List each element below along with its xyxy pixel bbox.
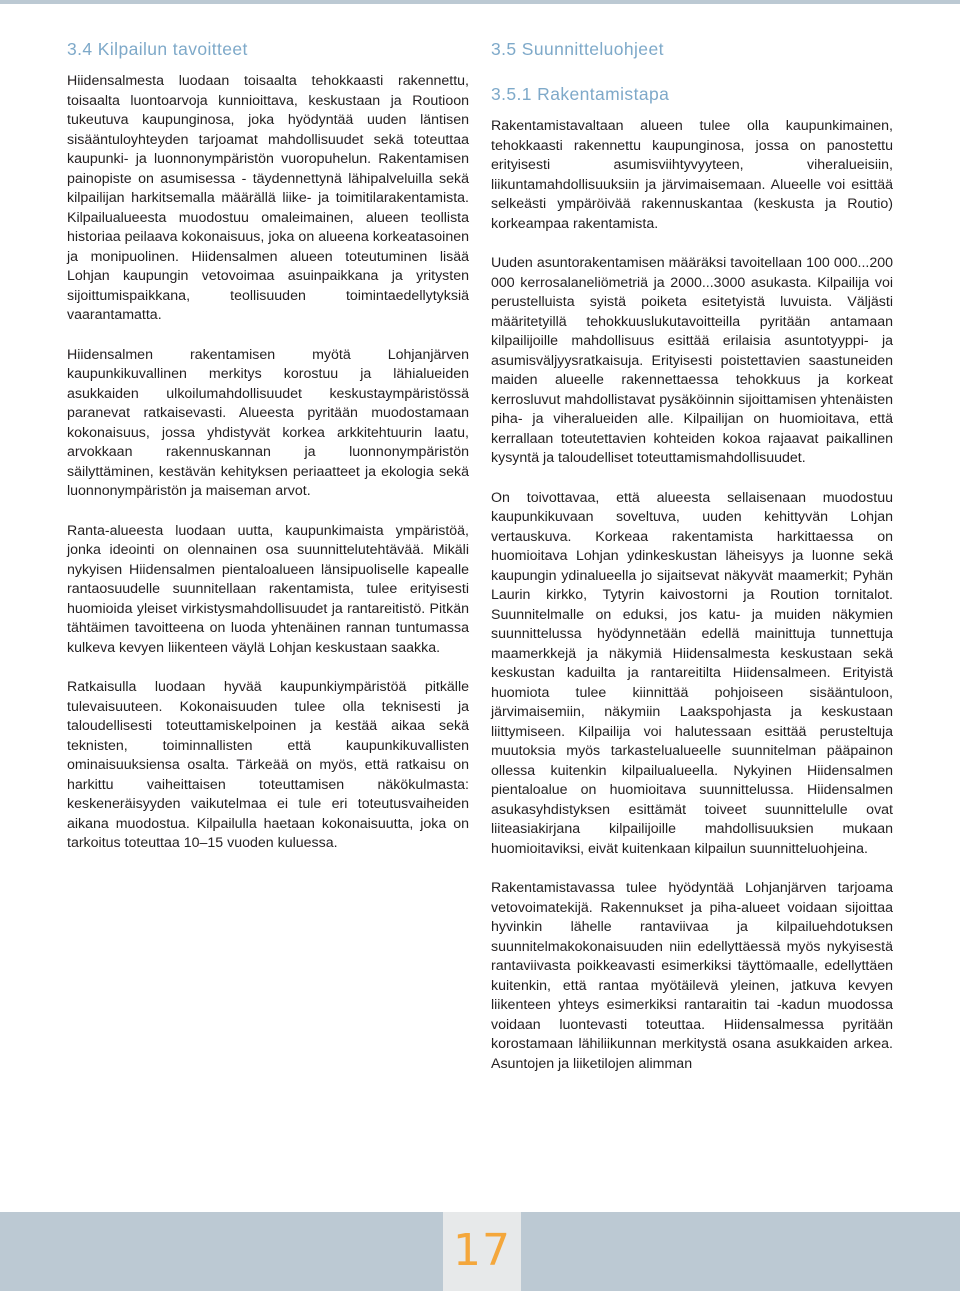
page-number-box	[443, 1212, 521, 1291]
paragraph: Uuden asuntorakentamisen määräksi tavoitellaan 100 000...200 000 kerrosalaneliömetriä ja 2000...3000 asukasta. Kilpailija voi perustelluista syistä poiketa esitetyistä luvuista. Väljästi määritetyillä tehokkuuslukutavoitteilla pyritään antamaan kilpailijoille mahdollisuus esittää erilaisia asuntotyyppi- ja asumisväljyysratkaisuja. Erityisesti poistettavien saastuneiden maiden alueelle rakennettaessa tehokkuus ja korkeat kerrosluvut mahdollistavat pysäköinnin sijoittamisen yhtenäisten piha- ja viheralueiden alle. Kilpailijan on huomioitava, että kerrallaan toteutettavien kohteiden kokoa rajaavat paikallinen kysyntä ja taloudelliset toteuttamismahdollisuudet.	[491, 255, 893, 466]
top-rule	[0, 0, 960, 4]
paragraph: Hiidensalmesta luodaan toisaalta tehokkaasti rakennettu, toisaalta luontoarvoja kunnioittava, keskustaan ja Routioon tukeutuva kaupunginosa, joka hyödyntää uuden läntisen sisääntuloyhteyden tarjoamat mahdollisuudet sekä toteuttaa kaupunki- ja luonnonympäristön vuoropuhelun. Rakentamisen painopiste on asumisessa - täydennettynä lähipalveluilla sekä kilpailijan harkitsemalla määrällä liike- ja toimitilarakentamista. Kilpailualueesta muodostuu omaleimainen, alueen teollista historiaa peilaava kokonaisuus, joka on alueena korkeatasoinen ja monipuolinen. Hiidensalmen alueen toteutuminen lisää Lohjan kaupungin vetovoimaa asuinpaikkana ja yritysten sijoittumispaikkana, teollisuuden toimintaedellytyksiä vaarantamatta.	[67, 73, 469, 323]
section-heading: 3.4 Kilpailun tavoitteet	[67, 39, 248, 59]
paragraph: Hiidensalmen rakentamisen myötä Lohjanjärven kaupunkikuvallinen merkitys korostuu ja lähialueiden asukkaiden ulkoilumahdollisuudet keskustaympäristössä paranevat ratkaisevasti. Alueesta pyritään muodostamaan kokonaisuus, jossa yhdistyvät korkea arkkitehtuurin laatu, arvokkaan rakennuskannan ja luonnonympäristön säilyttäminen, kestävän kehityksen periaatteet ja ekologia sekä luonnonympäristön ja maiseman arvot.	[67, 346, 469, 499]
section-heading: 3.5 Suunnitteluohjeet	[491, 39, 664, 59]
paragraph: On toivottavaa, että alueesta sellaisenaan muodostuu kaupunkikuvaan soveltuva, uuden kehittyvän Lohjan vertauskuva. Korkeaa rakentamista harkittaessa on huomioitava Lohjan ydinkeskustan läheisyys ja luonne sekä kaupungin ydinalueella jo sijaitsevat näkyvät maamerkit; Pyhän Laurin kirkko, Tytyrin kaivostorni ja Roution tornitalot. Suunnitelmalle on eduksi, jos katu- ja muiden näkymien suunnittelussa hyödynnetään edellä mainittuja tunnettuja maamerkkejä ja näkymiä Hiidensalmesta keskustaan sekä keskustan kaduilta ja rantareitilta Hiidensalmeen. Erityistä huomiota tulee kiinnittää pohjoiseen sisääntuloon, järvimaisemiin, näkymiin Laakspohjasta ja keskustaan liittymiseen. Kilpailija voi halutessaan esittää perusteltuja muutoksia myös tarkastelualueelle suunnitelman pääpainon ollessa kuitenkin kilpailualueella. Nykyinen Hiidensalmen pientaloalue on huomioitava suunnittelussa. Hiidensalmen asukasyhdistyksen esittämät toiveet suunnittelulle ovat liiteasiakirjana kilpailijoille mahdollisuuksien mukaan huomioitaviksi, eivät kuitenkaan kilpailun suunnitteluohjeina.	[491, 489, 893, 857]
paragraph: Ranta-alueesta luodaan uutta, kaupunkimaista ympäristöä, jonka ideointi on olennainen osa suunnittelutehtävää. Mikäli nykyisen Hiidensalmen pientaloalueen länsipuoliselle kapealle rantaosuudelle suunnitellaan rakentamista, tulee erityisesti huomioida yleiset virkistysmahdollisuudet ja rantareitistö. Pitkän tähtäimen tavoitteena on luoda yhtenäinen rannan tuntumassa kulkeva kevyen liikenteen väylä Lohjan keskustaan saakka.	[67, 522, 469, 656]
paragraph: Rakentamistavassa tulee hyödyntää Lohjanjärven tarjoama vetovoimatekijä. Rakennukset ja piha-alueet voidaan sijoittaa hyvinkin lähelle rantaviivaa ja kilpailuehdotuksen suunnitelmakokonaisuuden niin edellyttäessä myös nykyisestä rantaviivasta poikkeavasti esimerkiksi täyttömaalle, edellyttäen kuitenkin, että rantaa myötäilevä yleinen, jatkuva kevyen liikenteen yhteys esimerkiksi rantaraitin tai -kadun muodossa voidaan luontevasti toteuttaa. Hiidensalmessa pyritään korostamaan lähiliikunnan merkitystä osana asukkaiden arkea. Asuntojen ja liiketilojen alimman	[491, 880, 893, 1072]
subsection-heading: 3.5.1 Rakentamistapa	[491, 84, 670, 104]
right-column	[491, 38, 893, 1094]
paragraph: Ratkaisulla luodaan hyvää kaupunkiympäristöä pitkälle tulevaisuuteen. Kokonaisuuden tulee olla teknisesti ja taloudellisesti toteuttamiskelpoinen ja kestää aikaa sekä teknisten, toiminnallisten että kaupunkikuvallisten ominaisuuksiensa osalta. Tärkeää on myös, että ratkaisu on harkittu vaiheittaisen toteuttamisen näkökulmasta: keskeneräisyyden vaikutelmaa ei tule eri toteutusvaiheiden aikana muodostua. Kilpailulla haetaan kokonaisuutta, joka on tarkoitus toteuttaa 10–15 vuoden kuluessa.	[67, 679, 469, 851]
paragraph: Rakentamistavaltaan alueen tulee olla kaupunkimainen, tehokkaasti rakennettu kaupunginosa, jossa on panostettu erityisesti asumisviihtyvyyteen, viheralueisiin, liikuntamahdollisuuksiin ja järvimaisemaan. Alueelle voi esittää selkeästi ympäröivää rakennuskantaa (keskusta ja Routio) korkeampaa rakentamista.	[491, 118, 893, 232]
page-number: 17	[453, 1225, 511, 1276]
left-column	[67, 38, 469, 874]
